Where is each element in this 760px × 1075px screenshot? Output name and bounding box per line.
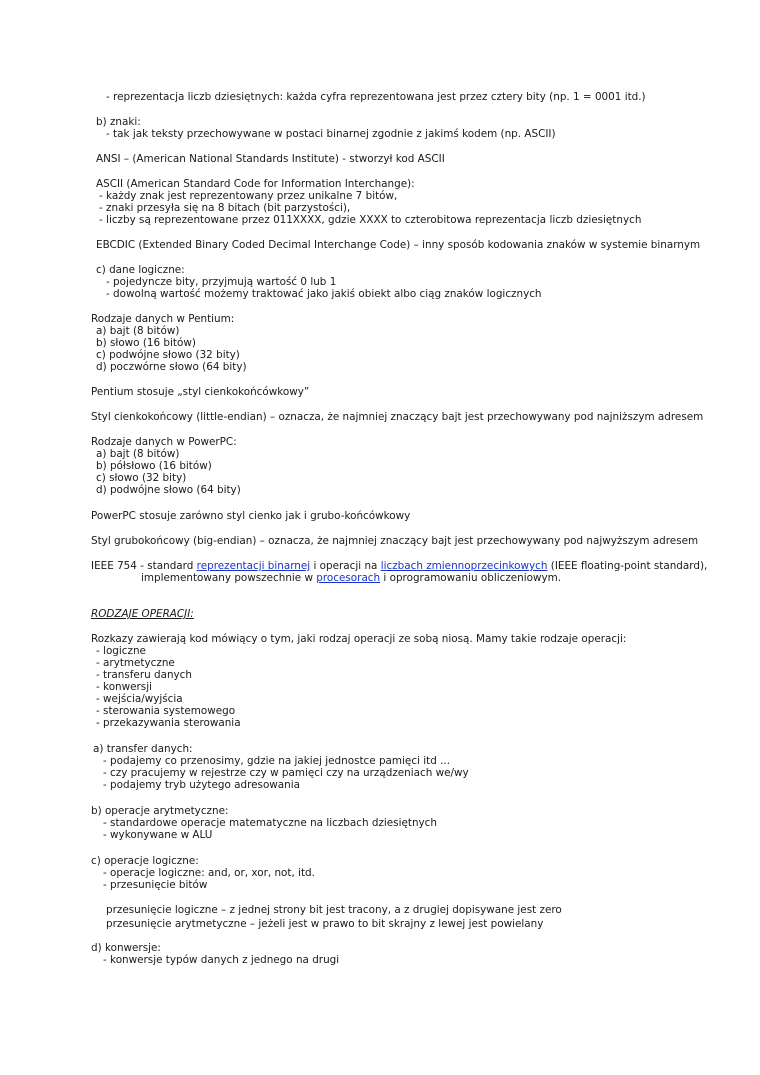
text-line: ANSI – (American National Standards Institute) - stworzył kod ASCII — [96, 153, 445, 165]
text-line: c) podwójne słowo (32 bity) — [96, 349, 240, 361]
ieee-text: IEEE 754 - standard — [91, 560, 197, 572]
text-line: - dowolną wartość możemy traktować jako jakiś obiekt albo ciąg znaków logicznych — [106, 288, 542, 300]
text-line: - przesunięcie bitów — [103, 879, 208, 891]
list-item: - wejścia/wyjścia — [96, 693, 183, 705]
link-procesorach[interactable]: procesorach — [316, 572, 381, 584]
text-line: przesunięcie arytmetyczne – jeżeli jest w prawo to bit skrajny z lewej jest powielany — [106, 918, 544, 930]
text-line: PowerPC stosuje zarówno styl cienko jak i grubo-końcówkowy — [91, 510, 411, 522]
text-line: ASCII (American Standard Code for Information Interchange): — [96, 178, 415, 190]
text-line: c) operacje logiczne: — [91, 855, 199, 867]
text-line: - podajemy tryb użytego adresowania — [103, 779, 301, 791]
text-line: Rodzaje danych w PowerPC: — [91, 436, 237, 448]
text-line: c) dane logiczne: — [96, 264, 185, 276]
text-line: a) bajt (8 bitów) — [96, 325, 180, 337]
text-line: - podajemy co przenosimy, gdzie na jakiej jednostce pamięci itd ... — [103, 755, 451, 767]
text-line: b) półsłowo (16 bitów) — [96, 460, 212, 472]
list-item: - logiczne — [96, 645, 146, 657]
list-item: - przekazywania sterowania — [96, 717, 241, 729]
text-line: d) konwersje: — [91, 942, 161, 954]
text-line: - znaki przesyła się na 8 bitach (bit parzystości), — [99, 202, 351, 214]
text-line: a) bajt (8 bitów) — [96, 448, 180, 460]
text-line: Styl grubokońcowy (big-endian) – oznacza, że najmniej znaczący bajt jest przechowywany pod najwyższym adresem — [91, 535, 699, 547]
text-line: a) transfer danych: — [93, 743, 193, 755]
list-item: - arytmetyczne — [96, 657, 175, 669]
link-reprezentacji-binarnej[interactable]: reprezentacji binarnej — [196, 560, 311, 572]
text-line: Styl cienkokońcowy (little-endian) – oznacza, że najmniej znaczący bajt jest przechowywany pod najniższym adresem — [91, 411, 704, 423]
text-line: - tak jak teksty przechowywane w postaci binarnej zgodnie z jakimś kodem (np. ASCII) — [106, 128, 556, 140]
text-line: Pentium stosuje „styl cienkokońcówkowy” — [91, 386, 310, 398]
text-line: - czy pracujemy w rejestrze czy w pamięci czy na urządzeniach we/wy — [103, 767, 469, 779]
ieee-text: implementowany powszechnie w — [141, 572, 317, 584]
text-line: przesunięcie logiczne – z jednej strony bit jest tracony, a z drugiej dopisywane jest zero — [106, 904, 562, 916]
text-line: - liczby są reprezentowane przez 011XXXX, gdzie XXXX to czterobitowa reprezentacja liczb dziesiętnych — [99, 214, 642, 226]
text-line: - operacje logiczne: and, or, xor, not, itd. — [103, 867, 315, 879]
list-item: - sterowania systemowego — [96, 705, 236, 717]
text-line: d) poczwórne słowo (64 bity) — [96, 361, 247, 373]
text-line: b) słowo (16 bitów) — [96, 337, 196, 349]
ieee-text: i operacji na — [310, 560, 381, 572]
text-line: Rodzaje danych w Pentium: — [91, 313, 235, 325]
text-line: b) operacje arytmetyczne: — [91, 805, 229, 817]
list-item: - transferu danych — [96, 669, 192, 681]
text-line: b) znaki: — [96, 116, 141, 128]
text-line: - reprezentacja liczb dziesiętnych: każda cyfra reprezentowana jest przez cztery bity (np. 1 = 0001 itd.) — [106, 91, 646, 103]
section-heading: RODZAJE OPERACJI: — [91, 608, 194, 620]
ieee-text: i oprogramowaniu obliczeniowym. — [380, 572, 562, 584]
ieee-line-1 — [91, 560, 707, 572]
text-line: - konwersje typów danych z jednego na drugi — [103, 954, 340, 966]
ieee-text: (IEEE floating-point standard), — [547, 560, 708, 572]
text-line: - każdy znak jest reprezentowany przez unikalne 7 bitów, — [99, 190, 398, 202]
ieee-line-2 — [141, 572, 561, 584]
link-liczbach-zmiennoprzecinkowych[interactable]: liczbach zmiennoprzecinkowych — [380, 560, 548, 572]
text-line: - standardowe operacje matematyczne na liczbach dziesiętnych — [103, 817, 437, 829]
text-line: EBCDIC (Extended Binary Coded Decimal Interchange Code) – inny sposób kodowania znaków w systemie binarnym — [96, 239, 701, 251]
text-line: - pojedyncze bity, przyjmują wartość 0 lub 1 — [106, 276, 337, 288]
list-item: - konwersji — [96, 681, 152, 693]
text-line: c) słowo (32 bity) — [96, 472, 187, 484]
text-line: d) podwójne słowo (64 bity) — [96, 484, 241, 496]
text-line: Rozkazy zawierają kod mówiący o tym, jaki rodzaj operacji ze sobą niosą. Mamy takie rodzaje operacji: — [91, 633, 627, 645]
text-line: - wykonywane w ALU — [103, 829, 213, 841]
